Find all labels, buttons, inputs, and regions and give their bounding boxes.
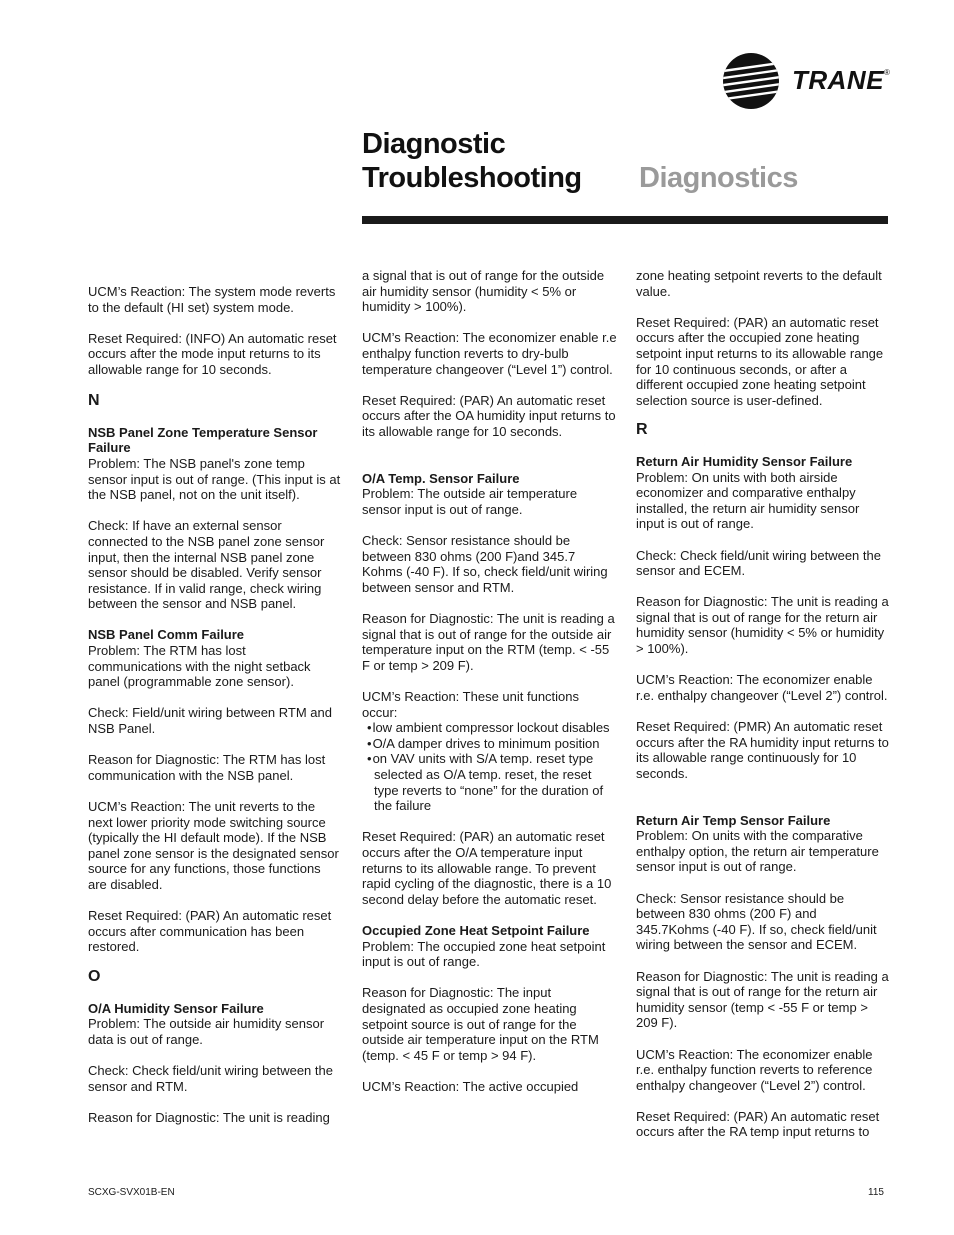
title-rule bbox=[362, 216, 888, 224]
brand-name: TRANE bbox=[792, 65, 885, 95]
section-letter-n: N bbox=[88, 392, 100, 410]
paragraph: Problem: The occupied zone heat setpoint input is out of range. bbox=[362, 938, 606, 970]
heading-oa-temp-failure: O/A Temp. Sensor Failure bbox=[362, 470, 520, 486]
paragraph: UCM’s Reaction: The economizer enable r.e. enthalpy function reverts to reference enthalpy changeover (“Level 2”) control. bbox=[636, 1046, 873, 1093]
paragraph: Check: If have an external sensor connected to the NSB panel zone sensor input, then the internal NSB panel zone sensor should be disabled. Verify sensor resistance. If in valid range, check wiring between the sensor and NSB panel. bbox=[88, 518, 325, 612]
paragraph: UCM’s Reaction: These unit functions occur: bbox=[362, 689, 580, 720]
list-item: • on VAV units with S/A temp. reset type selected as O/A temp. reset, the reset type reverts to “none” for the duration of the failure bbox=[362, 751, 617, 813]
heading-ra-humidity-failure: Return Air Humidity Sensor Failure bbox=[636, 453, 853, 469]
paragraph: UCM’s Reaction: The economizer enable r.e. enthalpy changeover (“Level 2”) control. bbox=[636, 672, 888, 703]
paragraph: Check: Field/unit wiring between RTM and NSB Panel. bbox=[88, 705, 332, 737]
paragraph: Reason for Diagnostic: The unit is reading a signal that is out of range for the return air humidity sensor (humidity < 5% or humidity > 100%). bbox=[636, 594, 889, 657]
paragraph: Problem: The outside air temperature sensor input is out of range. bbox=[362, 486, 578, 517]
paragraph: Check: Check field/unit wiring between the sensor and ECEM. bbox=[636, 547, 881, 579]
document-id: SCXG-SVX01B-EN bbox=[88, 1187, 175, 1198]
column-2 bbox=[362, 268, 617, 1110]
paragraph: Reason for Diagnostic: The input designated as occupied zone heating setpoint source is out of range for the outside air temperature input on the RTM (temp. < 45 F or temp > 94 F). bbox=[362, 985, 599, 1063]
paragraph: Problem: On units with both airside economizer and comparative enthalpy installed, the return air humidity sensor input is out of range. bbox=[636, 469, 860, 532]
section-letter-r: R bbox=[636, 421, 648, 439]
paragraph: Reset Required: (PAR) An automatic reset occurs after the OA humidity input returns to its allowable range for 10 seconds. bbox=[362, 392, 616, 439]
paragraph: zone heating setpoint reverts to the default value. bbox=[636, 268, 882, 299]
column-3 bbox=[636, 268, 891, 1156]
paragraph: Reason for Diagnostic: The unit is reading a signal that is out of range for the outside air temperature input on the RTM (temp. < -55 F or temp > 209 F). bbox=[362, 611, 615, 673]
page-title bbox=[362, 127, 888, 195]
paragraph: a signal that is out of range for the outside air humidity sensor (humidity < 5% or humidity > 100%). bbox=[362, 268, 605, 315]
paragraph: UCM’s Reaction: The economizer enable r.e enthalpy function reverts to dry-bulb temperature changeover (“Level 1”) control. bbox=[362, 330, 617, 377]
heading-ra-temp-failure: Return Air Temp Sensor Failure bbox=[636, 812, 831, 828]
paragraph: Reset Required: (PAR) an automatic reset occurs after the occupied zone heating setpoint input returns to its allowable range for 10 continuous seconds, or after a different occupied zone heating setpoint selection source is user-defined. bbox=[636, 314, 884, 408]
paragraph: Problem: The RTM has lost communications with the night setback panel (programmable zone sensor). bbox=[88, 643, 311, 690]
paragraph: Reason for Diagnostic: The unit is reading bbox=[88, 1109, 330, 1125]
paragraph: Reset Required: (PMR) An automatic reset occurs after the RA humidity input returns to its allowable range continuously for 10 seconds. bbox=[636, 719, 889, 781]
paragraph: UCM’s Reaction: The active occupied bbox=[362, 1078, 579, 1094]
heading-nsb-comm-failure: NSB Panel Comm Failure bbox=[88, 627, 245, 643]
paragraph: UCM’s Reaction: The system mode reverts to the default (HI set) system mode. bbox=[88, 284, 336, 315]
trane-logo bbox=[722, 52, 892, 110]
page-number: 115 bbox=[868, 1187, 884, 1198]
heading-nsb-zone-sensor-failure: NSB Panel Zone Temperature Sensor Failure bbox=[88, 424, 318, 456]
trane-circle-icon bbox=[722, 52, 780, 110]
title-line-1: Diagnostic bbox=[362, 128, 506, 160]
paragraph: Reset Required: (INFO) An automatic reset occurs after the mode input returns to its allowable range for 10 seconds. bbox=[88, 330, 337, 377]
list-item: • O/A damper drives to minimum position bbox=[362, 736, 617, 752]
paragraph: Check: Check field/unit wiring between the sensor and RTM. bbox=[88, 1062, 333, 1094]
registered-mark: ® bbox=[884, 68, 890, 77]
section-title: Diagnostics bbox=[639, 162, 798, 194]
paragraph: Check: Sensor resistance should be between 830 ohms (200 F)and 345.7 Kohms (-40 F). If so, check field/unit wiring between sensor and RTM. bbox=[362, 533, 608, 595]
heading-occupied-zone-heat-setpoint-failure: Occupied Zone Heat Setpoint Failure bbox=[362, 922, 590, 938]
paragraph: Reason for Diagnostic: The RTM has lost communication with the NSB panel. bbox=[88, 752, 326, 783]
paragraph: Check: Sensor resistance should be between 830 ohms (200 F) and 345.7Kohms (-40 F). If so, check field/unit wiring between the sensor and ECEM. bbox=[636, 890, 877, 953]
paragraph: UCM’s Reaction: The unit reverts to the next lower priority mode switching source (typically the HI default mode). If the NSB panel zone sensor is the designated sensor source for any functions, those functions are disabled. bbox=[88, 799, 339, 892]
paragraph: Reset Required: (PAR) An automatic reset occurs after the RA temp input returns to bbox=[636, 1108, 880, 1140]
paragraph: Reason for Diagnostic: The unit is reading a signal that is out of range for the return air humidity sensor (temp < -55 F or temp > 209 F). bbox=[636, 968, 889, 1031]
section-letter-o: O bbox=[88, 967, 101, 985]
paragraph: Problem: The outside air humidity sensor data is out of range. bbox=[88, 1016, 325, 1047]
paragraph: Problem: The NSB panel's zone temp sensor input is out of range. (This input is at the NSB panel, not on the unit itself). bbox=[88, 455, 341, 503]
paragraph: Reset Required: (PAR) An automatic reset occurs after communication has been restored. bbox=[88, 908, 332, 955]
paragraph: Reset Required: (PAR) an automatic reset occurs after the O/A temperature input returns to its allowable range. To prevent rapid cycling of the diagnostic, there is a 10 second delay before the automatic reset. bbox=[362, 829, 612, 907]
title-line-2: Troubleshooting bbox=[362, 162, 582, 194]
heading-oa-humidity-failure: O/A Humidity Sensor Failure bbox=[88, 1000, 264, 1016]
list-item: • low ambient compressor lockout disables bbox=[362, 720, 617, 736]
paragraph: Problem: On units with the comparative enthalpy option, the return air temperature sensor input is out of range. bbox=[636, 828, 879, 875]
bullet-list bbox=[362, 720, 617, 814]
column-1 bbox=[88, 284, 343, 1141]
